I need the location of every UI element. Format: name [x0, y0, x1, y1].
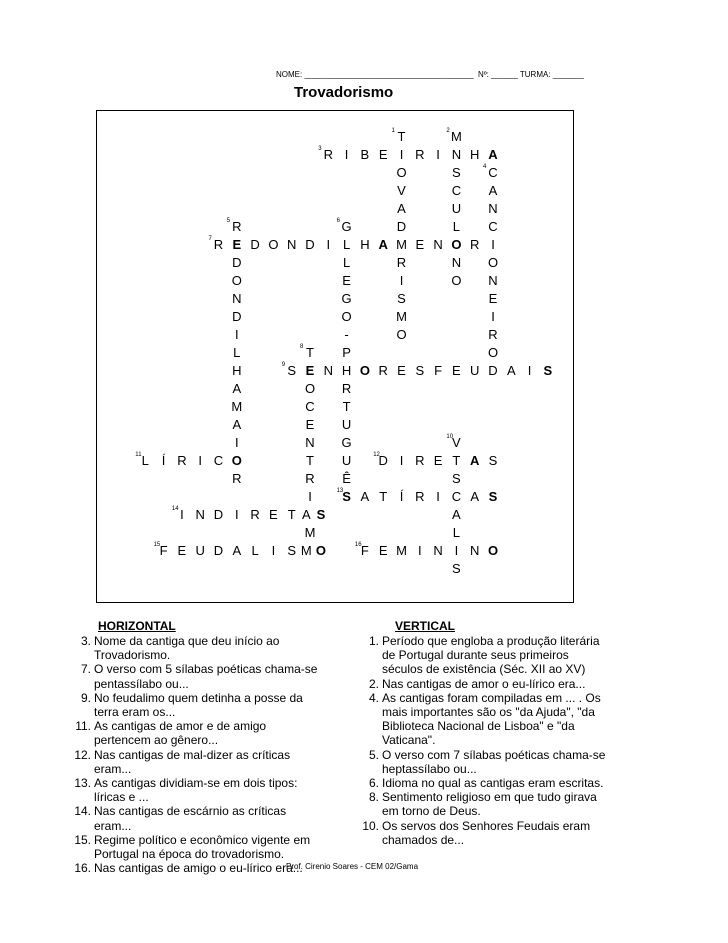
- grid-letter: Ê: [342, 471, 351, 486]
- grid-letter: E: [305, 417, 315, 432]
- grid-letter: O: [487, 543, 499, 558]
- clue-text-line: terra eram os...: [94, 705, 176, 720]
- clue-text-line: mais importantes são os "da Ajuda", "da: [382, 705, 595, 720]
- grid-letter: E: [415, 237, 425, 252]
- grid-letter: E: [488, 291, 498, 306]
- grid-letter: R: [213, 237, 224, 252]
- clue-item: [64, 861, 317, 875]
- grid-letter: B: [360, 147, 370, 162]
- grid-letter: E: [378, 543, 388, 558]
- grid-letter: A: [232, 543, 242, 558]
- grid-letter: M: [396, 309, 407, 324]
- grid-letter: T: [287, 507, 296, 522]
- clue-text-line: Idioma no qual as cantigas eram escritas.: [382, 776, 604, 791]
- grid-letter: C: [451, 489, 462, 504]
- grid-letter: N: [451, 255, 462, 270]
- student-info-line: NOME: ______________________________________ Nº: ______ TURMA: _______: [276, 70, 584, 79]
- clue-item: [64, 634, 317, 662]
- grid-clue-number: 12: [373, 452, 380, 458]
- grid-letter: I: [436, 489, 440, 504]
- grid-letter: N: [232, 291, 242, 306]
- grid-letter: R: [415, 489, 425, 504]
- grid-clue-number: 9: [281, 362, 286, 368]
- grid-letter: L: [452, 525, 460, 540]
- grid-letter: S: [488, 453, 498, 468]
- clue-number: 7.: [80, 662, 91, 677]
- grid-letter: T: [306, 345, 314, 360]
- grid-letter: R: [341, 381, 352, 396]
- grid-letter: D: [396, 219, 407, 234]
- grid-letter: R: [469, 237, 480, 252]
- vertical-clues: [352, 634, 605, 847]
- grid-letter: E: [378, 147, 388, 162]
- clue-number: 2.: [368, 676, 379, 691]
- grid-letter: N: [195, 507, 205, 522]
- grid-letter: A: [469, 453, 480, 468]
- grid-letter: R: [232, 471, 242, 486]
- grid-letter: I: [399, 147, 404, 162]
- clue-text-line: As cantigas de amor e de amigo: [94, 719, 267, 734]
- grid-letter: M: [396, 237, 407, 252]
- grid-clue-number: 11: [135, 452, 142, 458]
- grid-letter: N: [286, 237, 297, 252]
- clue-number: 9.: [80, 690, 91, 705]
- clue-text-line: Período que engloba a produção literária: [382, 634, 600, 648]
- clue-number: 1.: [368, 634, 379, 648]
- grid-letter: R: [177, 453, 187, 468]
- grid-letter: I: [436, 147, 440, 162]
- grid-letter: C: [488, 165, 498, 180]
- grid-letter: M: [300, 543, 312, 558]
- grid-letter: S: [342, 489, 351, 504]
- clue-text-line: As cantigas dividiam-se em dois tipos:: [94, 776, 298, 791]
- grid-letter: N: [451, 147, 462, 162]
- grid-letter: D: [488, 363, 498, 378]
- grid-letter: D: [232, 255, 242, 270]
- grid-letter: M: [450, 129, 462, 144]
- grid-letter: E: [342, 273, 351, 288]
- clue-text-line: Sentimento religioso em que tudo girava: [382, 790, 597, 805]
- grid-letter: O: [451, 237, 462, 252]
- clue-number: 8.: [368, 790, 379, 805]
- clue-text-line: eram...: [94, 818, 132, 833]
- grid-letter: S: [415, 363, 425, 378]
- grid-letter: I: [271, 543, 276, 558]
- grid-letter: D: [250, 237, 260, 252]
- grid-letter: L: [251, 543, 259, 558]
- clue-text-line: eram...: [94, 761, 132, 776]
- grid-letter: O: [304, 381, 316, 396]
- grid-letter: T: [397, 129, 406, 144]
- grid-letter: I: [491, 237, 495, 252]
- grid-letter: R: [250, 507, 260, 522]
- clue-text-line: líricas e ...: [94, 790, 149, 805]
- clue-text-line: Trovadorismo.: [94, 648, 171, 663]
- grid-letter: S: [287, 543, 297, 558]
- clue-text-line: O verso com 7 sílabas poéticas chama-se: [382, 747, 606, 762]
- grid-letter: I: [344, 147, 349, 162]
- grid-letter: I: [417, 543, 422, 558]
- grid-letter: O: [396, 165, 407, 180]
- clue-item: [64, 719, 317, 747]
- grid-letter: O: [341, 309, 352, 324]
- clue-item: [64, 804, 317, 832]
- clue-text-line: O verso com 5 sílabas poéticas chama-se: [94, 662, 318, 677]
- grid-letter: I: [399, 273, 404, 288]
- clue-item: [352, 691, 605, 748]
- grid-letter: I: [234, 507, 239, 522]
- grid-letter: U: [195, 543, 205, 558]
- grid-letter: A: [488, 183, 498, 198]
- clue-number: 4.: [368, 690, 379, 705]
- page-title: Trovadorismo: [294, 84, 394, 101]
- grid-letter: N: [488, 201, 498, 216]
- grid-letter: O: [268, 237, 279, 252]
- grid-letter: E: [305, 363, 315, 378]
- clue-text-line: Nome da cantiga que deu início ao: [94, 634, 280, 648]
- grid-letter: L: [342, 237, 351, 252]
- horizontal-clues: [64, 634, 317, 875]
- clue-text-line: Nas cantigas de amor o eu-lírico era...: [382, 676, 586, 691]
- grid-letter: A: [452, 507, 461, 522]
- grid-letter: U: [341, 453, 352, 468]
- grid-clue-number: 8: [300, 344, 304, 350]
- grid-letter: C: [305, 399, 315, 414]
- clue-item: [64, 662, 317, 690]
- grid-letter: N: [433, 237, 443, 252]
- grid-letter: S: [397, 291, 406, 306]
- grid-letter: O: [487, 255, 499, 270]
- grid-letter: R: [415, 453, 425, 468]
- grid-clue-number: 2: [446, 128, 450, 134]
- clue-number: 11.: [75, 719, 91, 734]
- grid-letter: N: [488, 273, 498, 288]
- grid-letter: L: [233, 345, 241, 360]
- vertical-heading: VERTICAL: [395, 619, 455, 633]
- grid-letter: A: [488, 147, 498, 162]
- grid-clue-number: 7: [208, 236, 212, 242]
- grid-letter: N: [469, 543, 480, 558]
- grid-clue-number: 3: [318, 146, 322, 152]
- clue-number: 13.: [74, 776, 91, 791]
- grid-letter: R: [415, 147, 425, 162]
- clue-item: [64, 833, 317, 861]
- grid-letter: G: [341, 219, 352, 234]
- grid-clue-number: 13: [336, 488, 344, 494]
- grid-letter: O: [231, 273, 242, 288]
- clue-text-line: Portugal na época do trovadorismo.: [94, 847, 285, 862]
- clue-text-line: Nas cantigas de mal-dizer as críticas: [94, 747, 291, 762]
- clue-text-line: Regime político e econômico vigente em: [94, 832, 311, 847]
- grid-letter: A: [301, 507, 311, 522]
- grid-letter: E: [433, 453, 443, 468]
- clue-text-line: Vaticana".: [382, 733, 436, 748]
- clue-text-line: Nas cantigas de escárnio as críticas: [94, 804, 287, 819]
- clue-number: 12.: [74, 747, 91, 762]
- grid-letter: S: [543, 363, 553, 378]
- grid-letter: A: [506, 363, 516, 378]
- grid-clue-number: 6: [336, 218, 340, 224]
- grid-letter: R: [488, 327, 498, 342]
- grid-letter: C: [488, 219, 498, 234]
- grid-letter: V: [452, 435, 461, 450]
- grid-letter: T: [306, 453, 314, 468]
- grid-letter: I: [326, 237, 331, 252]
- grid-letter: S: [488, 489, 498, 504]
- clue-item: [352, 748, 605, 776]
- grid-letter: O: [396, 327, 407, 342]
- clue-item: [64, 691, 317, 719]
- grid-letter: H: [360, 237, 370, 252]
- clue-text-line: Os servos dos Senhores Feudais eram: [382, 818, 591, 833]
- grid-letter: U: [451, 201, 462, 216]
- grid-letter: M: [231, 399, 243, 414]
- grid-letter: H: [341, 363, 352, 378]
- grid-letter: Í: [161, 453, 166, 468]
- grid-letter: R: [323, 147, 333, 162]
- grid-letter: I: [234, 435, 239, 450]
- grid-letter: O: [231, 453, 242, 468]
- grid-letter: T: [342, 399, 351, 414]
- grid-letter: A: [397, 201, 406, 216]
- grid-letter: E: [177, 543, 187, 558]
- grid-letter: U: [341, 417, 352, 432]
- grid-clue-number: 15: [153, 542, 161, 548]
- clue-text-line: em torno de Deus.: [382, 804, 481, 819]
- grid-clue-number: 5: [226, 218, 231, 224]
- grid-letter: O: [487, 345, 499, 360]
- grid-letter: A: [378, 237, 388, 252]
- grid-letter: I: [234, 327, 239, 342]
- grid-letter: N: [323, 363, 333, 378]
- grid-letter: V: [397, 183, 406, 198]
- grid-letter: Í: [399, 489, 404, 504]
- grid-letter: T: [452, 453, 461, 468]
- clue-number: 5.: [368, 747, 379, 762]
- grid-letter: U: [469, 363, 480, 378]
- grid-letter: C: [213, 453, 224, 468]
- grid-letter: S: [287, 363, 297, 378]
- grid-letter: S: [452, 471, 461, 486]
- grid-letter: E: [269, 507, 278, 522]
- clue-text-line: No feudalimo quem detinha a posse da: [94, 690, 303, 705]
- grid-clue-number: 1: [391, 128, 395, 134]
- clue-item: [352, 790, 605, 818]
- horizontal-heading: HORIZONTAL: [98, 619, 176, 633]
- clue-number: 15.: [74, 832, 91, 847]
- grid-letter: F: [434, 363, 443, 378]
- clue-text-line: séculos de existência (Séc. XII ao XV): [382, 662, 586, 677]
- clue-item: [352, 634, 605, 677]
- grid-clue-number: 16: [354, 542, 362, 548]
- grid-letter: A: [470, 489, 480, 504]
- grid-letter: L: [141, 453, 149, 468]
- grid-letter: S: [452, 561, 461, 576]
- grid-letter: I: [180, 507, 184, 522]
- clue-number: 16.: [74, 861, 91, 876]
- grid-letter: I: [308, 489, 312, 504]
- grid-letter: A: [232, 417, 242, 432]
- grid-letter: O: [451, 273, 462, 288]
- grid-letter: I: [527, 363, 532, 378]
- grid-letter: M: [304, 525, 316, 540]
- grid-letter: M: [396, 543, 407, 558]
- grid-clue-number: 14: [171, 506, 179, 512]
- grid-letter: O: [315, 543, 327, 558]
- grid-letter: D: [378, 453, 388, 468]
- grid-letter: R: [305, 471, 315, 486]
- grid-letter: H: [469, 147, 480, 162]
- grid-letter: P: [342, 345, 351, 360]
- grid-letter: -: [344, 327, 349, 342]
- crossword-frame: [96, 110, 574, 603]
- clue-item: [352, 819, 605, 847]
- clue-text-line: pertencem ao gênero...: [94, 733, 219, 748]
- grid-letter: I: [454, 543, 459, 558]
- clue-item: [64, 776, 317, 804]
- grid-letter: F: [360, 543, 369, 558]
- grid-letter: G: [341, 291, 352, 306]
- grid-letter: S: [316, 507, 326, 522]
- clue-item: [64, 748, 317, 776]
- clue-text-line: heptassílabo ou...: [382, 761, 477, 776]
- grid-letter: T: [379, 489, 388, 504]
- grid-clue-number: 10: [446, 434, 454, 440]
- grid-letter: I: [198, 453, 202, 468]
- grid-letter: N: [305, 435, 315, 450]
- clue-text-line: Biblioteca Nacional de Lisboa" e "da: [382, 719, 575, 734]
- grid-letter: R: [396, 255, 407, 270]
- clue-text-line: pentassílabo ou...: [94, 676, 189, 691]
- grid-letter: L: [342, 255, 351, 270]
- grid-letter: G: [341, 435, 352, 450]
- clue-item: [352, 776, 605, 790]
- grid-letter: C: [451, 183, 462, 198]
- clue-number: 3.: [80, 634, 91, 648]
- grid-letter: A: [360, 489, 370, 504]
- clue-number: 14.: [74, 804, 91, 819]
- clue-text-line: Nas cantigas de amigo o eu-lírico era...: [94, 861, 303, 876]
- clue-item: [352, 677, 605, 691]
- grid-letter: D: [213, 543, 224, 558]
- grid-letter: E: [232, 237, 242, 252]
- grid-letter: R: [378, 363, 388, 378]
- clue-number: 10.: [362, 818, 379, 833]
- grid-letter: I: [399, 453, 404, 468]
- clue-text-line: de Portugal durante seus primeiros: [382, 648, 569, 663]
- grid-letter: D: [213, 507, 224, 522]
- grid-letter: L: [452, 219, 460, 234]
- clue-text-line: chamados de...: [382, 832, 465, 847]
- grid-letter: I: [491, 309, 495, 324]
- footer-credit: Prof. Cirenio Soares - CEM 02/Gama: [286, 862, 419, 871]
- grid-letter: R: [232, 219, 242, 234]
- grid-letter: F: [159, 543, 168, 558]
- grid-letter: A: [232, 381, 242, 396]
- grid-clue-number: 4: [483, 164, 487, 170]
- grid-letter: E: [397, 363, 406, 378]
- clue-number: 6.: [368, 776, 379, 791]
- grid-letter: O: [359, 363, 370, 378]
- grid-letter: D: [232, 309, 242, 324]
- grid-letter: N: [433, 543, 443, 558]
- grid-letter: D: [305, 237, 315, 252]
- grid-letter: S: [452, 165, 461, 180]
- clue-text-line: As cantigas foram compiladas em ... . Os: [382, 690, 601, 705]
- grid-letter: H: [232, 363, 242, 378]
- grid-letter: E: [452, 363, 461, 378]
